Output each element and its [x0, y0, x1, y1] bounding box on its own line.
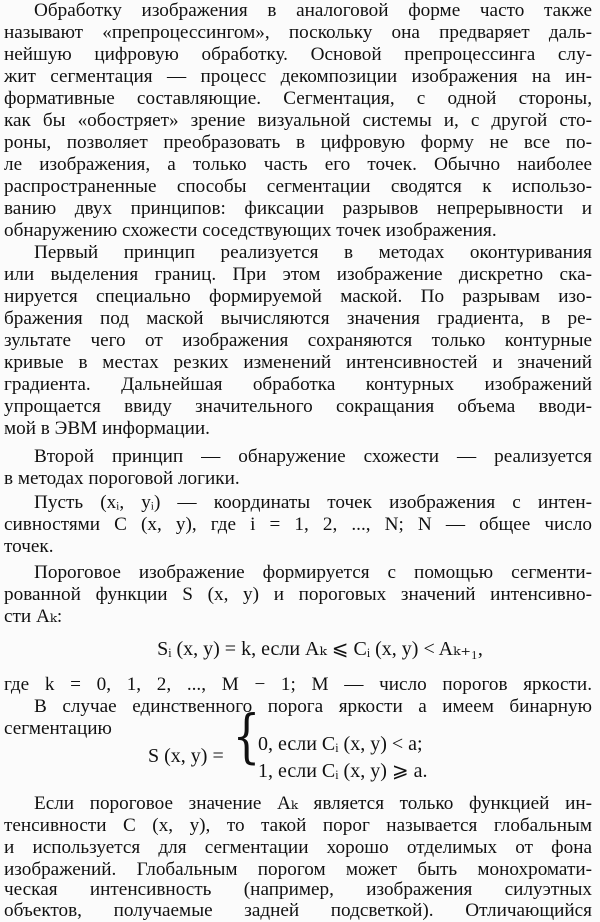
text-line: объектов, получаемые задней подсветкой). Отличающийся — [4, 900, 592, 921]
text-line: упрощается ввиду значительного сокращания объема вводи- — [4, 396, 592, 417]
text-line: ле изображения, а только часть его точек. Обычно наиболее — [4, 154, 592, 175]
text-line: ванию двух принципов: фиксации разрывов непрерывности и — [4, 198, 592, 219]
text-line: обнаружению схожести соседствующих точек изображения. — [4, 220, 497, 241]
text-line: Пусть (xᵢ, yᵢ) — координаты точек изображения с интен- — [34, 492, 592, 513]
text-line: сегментацию — [4, 718, 112, 739]
text-line: сти Aₖ: — [4, 606, 63, 627]
text-line: или выделения границ. При этом изображение дискретно ска- — [4, 264, 592, 285]
text-line: градиента. Дальнейшая обработка контурных изображений — [4, 374, 592, 395]
text-line: зультате чего от изображения сохраняются только контурные — [4, 330, 592, 351]
text-line: тенсивности C (x, y), то такой порог называется глобальным — [4, 815, 592, 836]
formula-case-0: 0, если Cᵢ (x, y) < a; — [258, 733, 423, 755]
text-line: нируется специально формируемой маской. По разрывам изо- — [4, 286, 592, 307]
text-line: ческая интенсивность (например, изображения силуэтных — [4, 879, 592, 900]
text-line: мой в ЭВМ информации. — [4, 418, 210, 439]
text-line: называют «препроцессингом», поскольку она предваряет даль- — [4, 22, 592, 43]
formula-threshold: Sᵢ (x, y) = k, если Aₖ ⩽ Cᵢ (x, y) < Aₖ₊₁, — [157, 638, 483, 660]
text-line: и используется для сегментации хорошо отделимых от фона — [4, 837, 592, 858]
text-line: сивностями C (x, y), где i = 1, 2, ..., N; N — общее число — [4, 514, 592, 535]
text-line: где k = 0, 1, 2, ..., M − 1; M — число порогов яркости. — [4, 674, 592, 695]
text-line: формативные составляющие. Сегментация, с одной стороны, — [4, 88, 592, 109]
text-line: Обработку изображения в аналоговой форме часто также — [34, 0, 592, 21]
text-line: В случае единственного порога яркости a имеем бинарную — [34, 696, 592, 717]
text-line: распространенные способы сегментации сводятся к использо- — [4, 176, 592, 197]
brace-icon: { — [232, 702, 261, 770]
text-line: Первый принцип реализуется в методах оконтуривания — [34, 242, 592, 263]
text-line: Пороговое изображение формируется с помощью сегменти- — [34, 562, 592, 583]
text-line: в методах пороговой логики. — [4, 468, 240, 489]
text-line: жит сегментация — процесс декомпозиции изображения на ин- — [4, 66, 592, 87]
text-line: как бы «обостряет» зрение визуальной системы и, с другой сто- — [4, 110, 592, 131]
text-line: бражения под маской вычисляются значения градиента, в ре- — [4, 308, 592, 329]
text-line: кривые в местах резких изменений интенсивностей и значений — [4, 352, 592, 373]
formula-case-1: 1, если Cᵢ (x, y) ⩾ a. — [258, 760, 428, 782]
text-line: роны, позволяет преобразовать в цифровую форму не все по- — [4, 132, 592, 153]
text-line: Второй принцип — обнаружение схожести — реализуется — [34, 446, 592, 467]
text-line: точек. — [4, 536, 54, 557]
text-line: изображений. Глобальным порогом может быть монохромати- — [4, 859, 592, 880]
text-line: рованной функции S (x, y) и пороговых значений интенсивно- — [4, 584, 592, 605]
text-line: нейшую цифровую обработку. Основой препроцессинга слу- — [4, 44, 592, 65]
text-line: Если пороговое значение Aₖ является только функцией ин- — [34, 793, 592, 814]
formula-binary-lhs: S (x, y) = — [148, 745, 224, 767]
